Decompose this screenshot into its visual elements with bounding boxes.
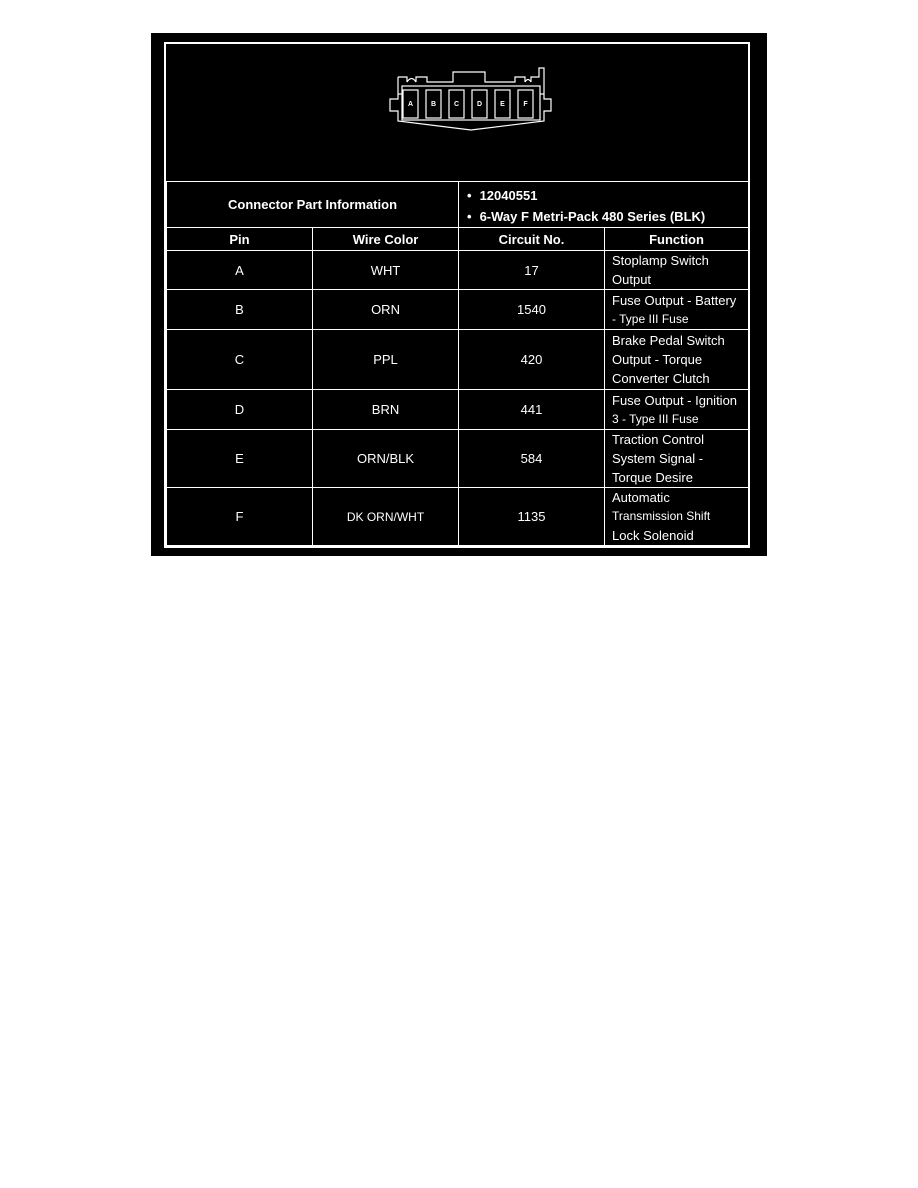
- table-row: [167, 251, 749, 290]
- function-line: Converter Clutch: [612, 371, 710, 386]
- pin-cell: A: [167, 251, 313, 290]
- function-cell: [605, 330, 749, 390]
- part-number: • 12040551: [467, 185, 748, 206]
- function-line: Lock Solenoid: [612, 528, 694, 543]
- pin-cell: C: [167, 330, 313, 390]
- header-function: Function: [605, 228, 749, 251]
- function-line: Output - Torque: [612, 352, 703, 367]
- wire-color-cell: DK ORN/WHT: [313, 488, 459, 546]
- pin-label-c: C: [453, 101, 460, 108]
- function-line: Transmission Shift: [612, 509, 711, 523]
- pin-label-f: F: [523, 101, 528, 108]
- connector-description: • 6-Way F Metri-Pack 480 Series (BLK): [467, 206, 748, 227]
- header-pin: Pin: [167, 228, 313, 251]
- function-cell: [605, 390, 749, 430]
- figure-frame: [164, 42, 750, 548]
- connector-cavity-frame: [402, 86, 540, 120]
- part-info-values: [459, 182, 749, 228]
- function-line: - Type III Fuse: [612, 311, 689, 326]
- pin-cell: F: [167, 488, 313, 546]
- connector-face-diagram: [166, 44, 748, 181]
- table-header-row: [167, 228, 749, 251]
- pin-label-b: B: [430, 101, 437, 108]
- function-cell: [605, 251, 749, 290]
- pin-cell: E: [167, 430, 313, 488]
- wire-color-cell: WHT: [313, 251, 459, 290]
- circuit-cell: 1135: [459, 488, 605, 546]
- circuit-cell: 584: [459, 430, 605, 488]
- function-line: Fuse Output - Ignition: [612, 392, 738, 408]
- table-row: [167, 290, 749, 330]
- pinout-table: [166, 181, 749, 546]
- header-wire-color: Wire Color: [313, 228, 459, 251]
- circuit-cell: 1540: [459, 290, 605, 330]
- wire-color-cell: BRN: [313, 390, 459, 430]
- circuit-cell: 420: [459, 330, 605, 390]
- connector-latch-left: [407, 79, 416, 83]
- part-info-label: Connector Part Information: [167, 182, 459, 228]
- function-line: 3 - Type III Fuse: [612, 411, 699, 426]
- function-line: Automatic: [612, 490, 670, 505]
- function-cell: [605, 430, 749, 488]
- function-line: Torque Desire: [612, 470, 693, 485]
- function-cell: [605, 290, 749, 330]
- connector-latch-right: [525, 80, 531, 83]
- function-line: Brake Pedal Switch: [612, 333, 725, 348]
- table-row: [167, 390, 749, 430]
- function-cell: [605, 488, 749, 546]
- pin-cell: B: [167, 290, 313, 330]
- header-circuit-no: Circuit No.: [459, 228, 605, 251]
- part-info-row: [167, 182, 749, 228]
- connector-drawing-area: [166, 44, 748, 181]
- part-info-list: [459, 183, 748, 227]
- function-line: Traction Control: [612, 432, 705, 447]
- pin-label-e: E: [500, 101, 505, 108]
- connector-figure: [151, 33, 767, 556]
- table-row: [167, 330, 749, 390]
- function-line: Stoplamp Switch: [612, 253, 709, 268]
- table-row: [167, 430, 749, 488]
- pin-label-a: A: [407, 101, 414, 108]
- connector-top-outline: [398, 68, 544, 82]
- circuit-cell: 17: [459, 251, 605, 290]
- function-line: Fuse Output - Battery: [612, 292, 737, 308]
- pin-label-d: D: [476, 101, 483, 108]
- wire-color-cell: PPL: [313, 330, 459, 390]
- function-line: Output: [612, 272, 652, 287]
- table-row: [167, 488, 749, 546]
- wire-color-cell: ORN/BLK: [313, 430, 459, 488]
- wire-color-cell: ORN: [313, 290, 459, 330]
- function-line: System Signal -: [612, 451, 704, 466]
- pin-cell: D: [167, 390, 313, 430]
- circuit-cell: 441: [459, 390, 605, 430]
